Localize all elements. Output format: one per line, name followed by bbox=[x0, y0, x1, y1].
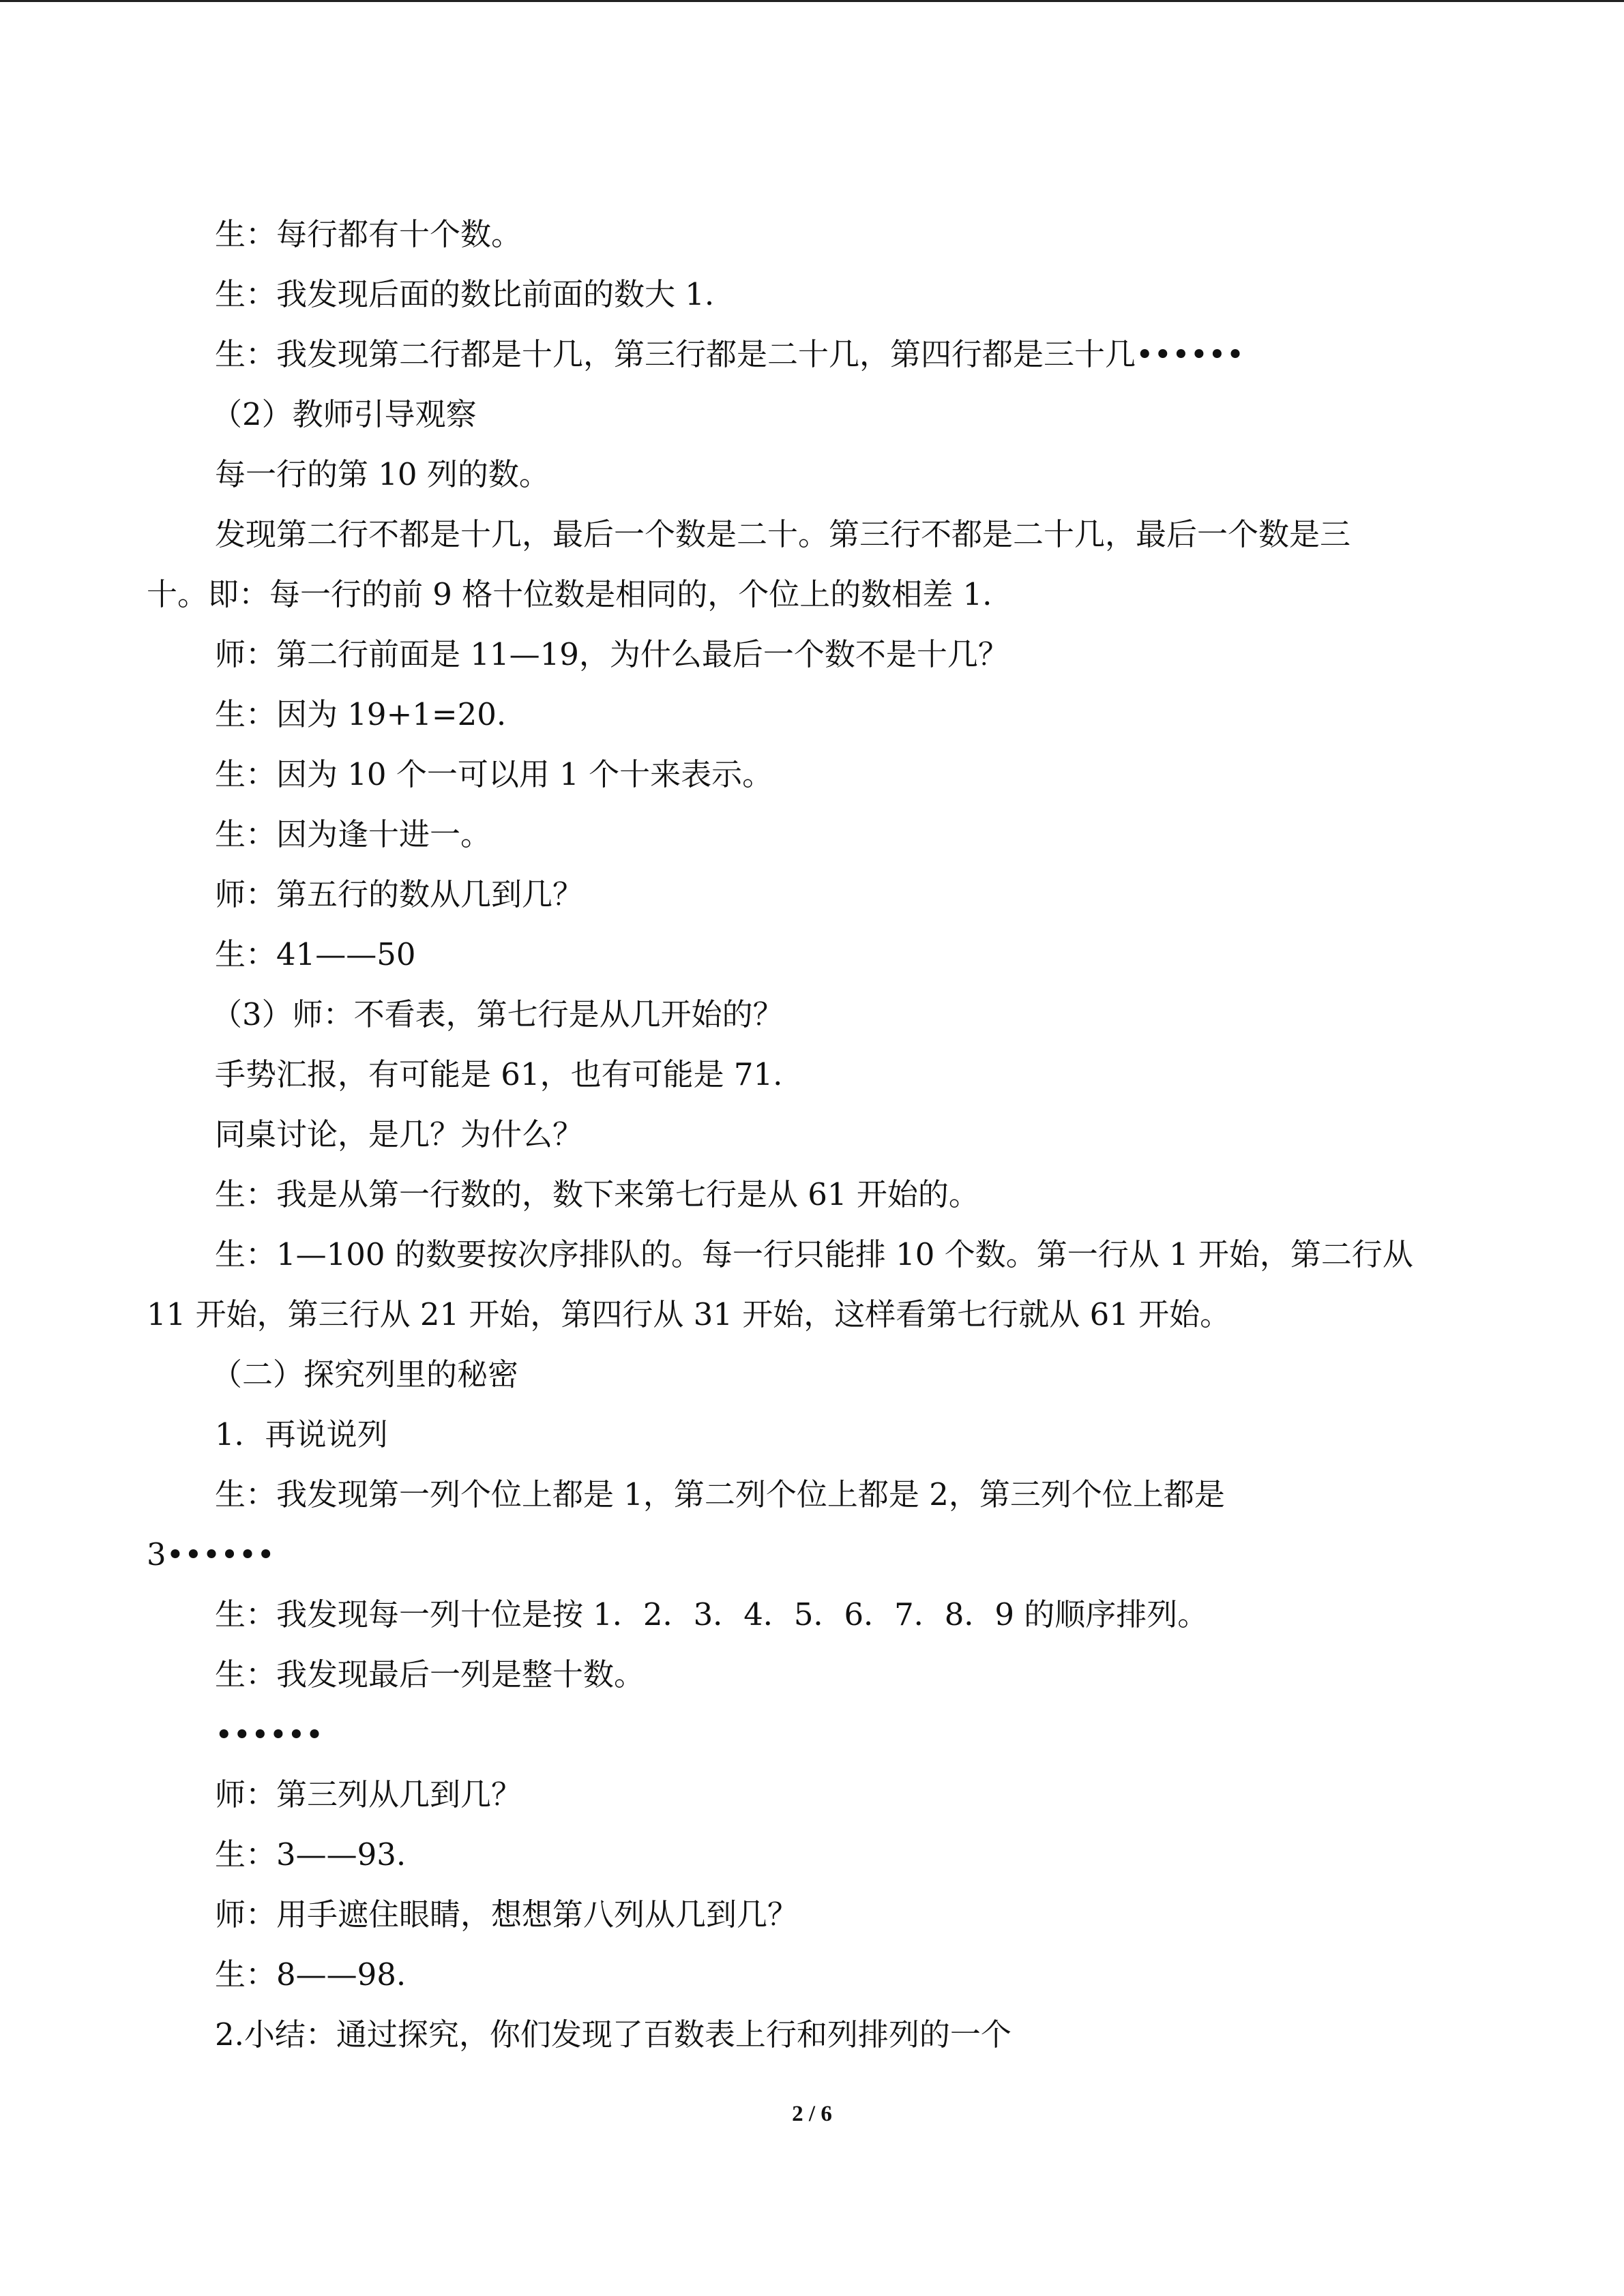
paragraph-line: 师：用手遮住眼睛，想想第八列从几到几？ bbox=[215, 1896, 799, 1933]
paragraph-line: 师：第五行的数从几到几？ bbox=[215, 876, 584, 912]
section-heading: （3）师：不看表，第七行是从几开始的？ bbox=[211, 996, 784, 1032]
subsection-heading: 1．再说说列 bbox=[215, 1416, 388, 1452]
page-number: 2 / 6 bbox=[792, 2102, 832, 2126]
paragraph-line: 生：每行都有十个数。 bbox=[215, 216, 522, 252]
paragraph-line: 生：我发现第一列个位上都是 1，第二列个位上都是 2，第三列个位上都是 bbox=[215, 1476, 1225, 1512]
paragraph-line: 生：因为 19+1=20. bbox=[215, 696, 507, 732]
paragraph-line: 生：8——98. bbox=[215, 1956, 407, 1993]
paragraph-line: 生：1—100 的数要按次序排队的。每一行只能排 10 个数。第一行从 1 开始，第二行从 bbox=[215, 1236, 1413, 1272]
paragraph-line: 3•••••• bbox=[147, 1536, 275, 1572]
paragraph-line: 师：第三列从几到几？ bbox=[215, 1776, 522, 1813]
paragraph-line: 生：我发现每一列十位是按 1．2．3．4．5．6．7．8．9 的顺序排列。 bbox=[215, 1596, 1209, 1632]
paragraph-line: 生：因为逢十进一。 bbox=[215, 816, 492, 852]
ellipsis-line: •••••• bbox=[215, 1716, 324, 1753]
paragraph-line: 11 开始，第三行从 21 开始，第四行从 31 开始，这样看第七行就从 61 开始。 bbox=[147, 1296, 1231, 1332]
top-border-rule bbox=[0, 0, 1624, 2]
paragraph-line: 十。即：每一行的前 9 格十位数是相同的，个位上的数相差 1. bbox=[147, 576, 992, 612]
paragraph-line: 生：因为 10 个一可以用 1 个十来表示。 bbox=[215, 756, 773, 792]
section-heading: （二）探究列里的秘密 bbox=[211, 1356, 519, 1392]
paragraph-line: 生：我发现后面的数比前面的数大 1. bbox=[215, 276, 715, 312]
paragraph-line: 生：3——93. bbox=[215, 1836, 407, 1873]
paragraph-line: 发现第二行不都是十几，最后一个数是二十。第三行不都是二十几，最后一个数是三 bbox=[215, 516, 1351, 552]
paragraph-line: 生：我发现最后一列是整十数。 bbox=[215, 1656, 645, 1693]
paragraph-line: 生：41——50 bbox=[215, 936, 416, 972]
paragraph-line: 每一行的第 10 列的数。 bbox=[215, 456, 550, 492]
paragraph-line: 师：第二行前面是 11—19，为什么最后一个数不是十几？ bbox=[215, 636, 1009, 672]
paragraph-line: 生：我是从第一行数的，数下来第七行是从 61 开始的。 bbox=[215, 1176, 979, 1212]
document-body bbox=[147, 205, 1466, 2065]
paragraph-line: 生：我发现第二行都是十几，第三行都是二十几，第四行都是三十几•••••• bbox=[215, 336, 1245, 372]
paragraph-line: 手势汇报，有可能是 61，也有可能是 71. bbox=[215, 1056, 783, 1092]
section-heading: （2）教师引导观察 bbox=[211, 396, 477, 432]
paragraph-line: 同桌讨论，是几？为什么？ bbox=[215, 1116, 584, 1152]
paragraph-line: 2.小结：通过探究，你们发现了百数表上行和列排列的一个 bbox=[215, 2016, 1012, 2053]
